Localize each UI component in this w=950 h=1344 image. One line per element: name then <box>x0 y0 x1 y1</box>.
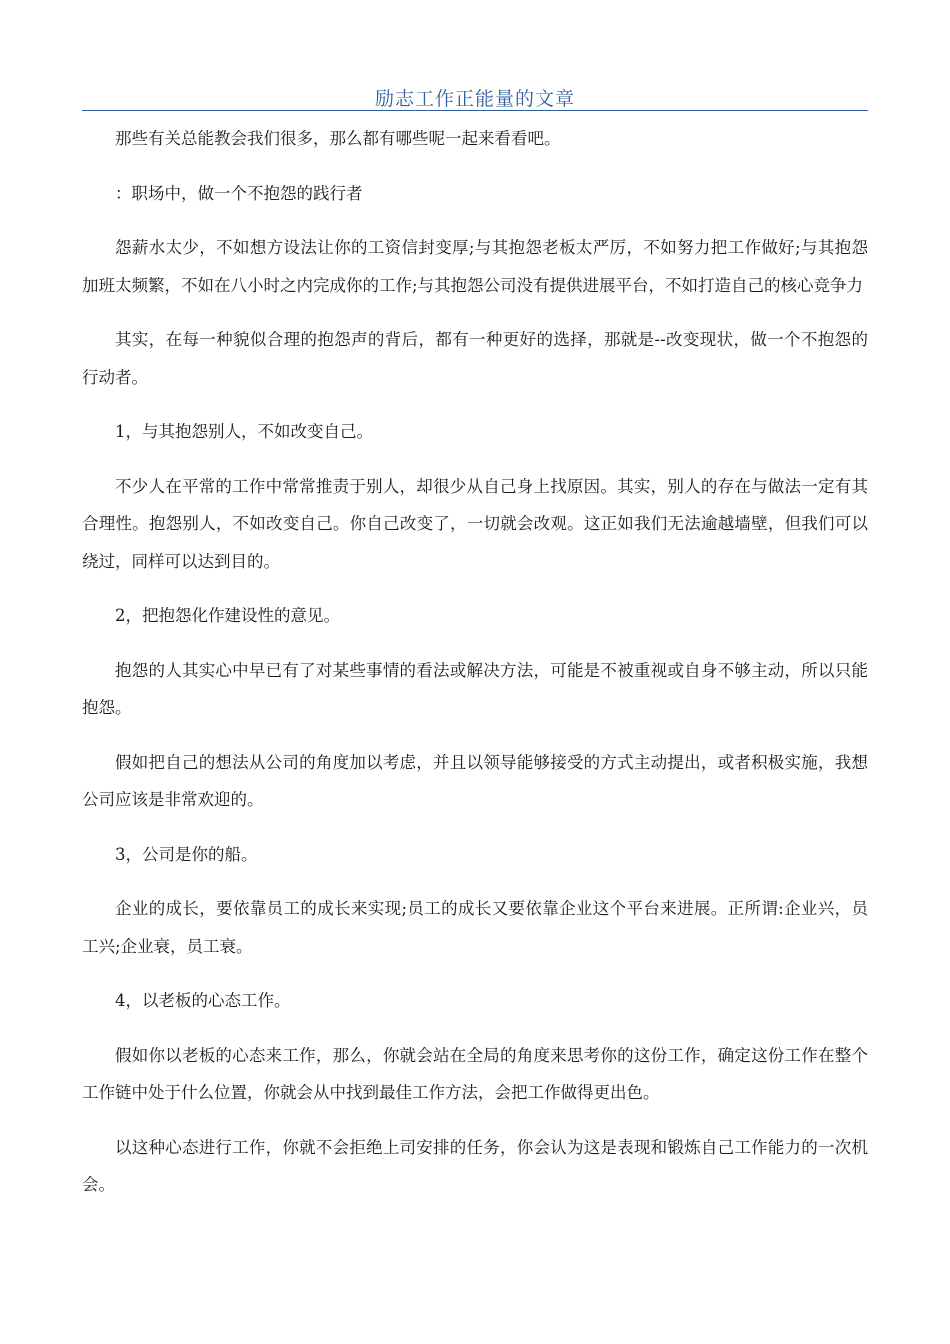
article-body <box>82 120 868 1221</box>
paragraph: 怨薪水太少，不如想方设法让你的工资信封变厚;与其抱怨老板太严厉，不如努力把工作做好;与其抱怨加班太频繁，不如在八小时之内完成你的工作;与其抱怨公司没有提供进展平台，不如打造自己的核心竞争力 <box>82 238 868 295</box>
paragraph-heading: ：职场中，做一个不抱怨的践行者 <box>115 183 363 203</box>
paragraph: 假如你以老板的心态来工作，那么，你就会站在全局的角度来思考你的这份工作，确定这份工作在整个工作链中处于什么位置，你就会从中找到最佳工作方法，会把工作做得更出色。 <box>82 1045 868 1102</box>
point-heading-1: 1，与其抱怨别人，不如改变自己。 <box>115 422 373 441</box>
paragraph: 企业的成长，要依靠员工的成长来实现;员工的成长又要依靠企业这个平台来进展。正所谓:企业兴，员工兴;企业衰，员工衰。 <box>82 899 868 956</box>
point-heading-4: 4，以老板的心态工作。 <box>115 991 291 1010</box>
paragraph: 抱怨的人其实心中早已有了对某些事情的看法或解决方法，可能是不被重视或自身不够主动，所以只能抱怨。 <box>82 660 868 717</box>
paragraph: 不少人在平常的工作中常常推责于别人，却很少从自己身上找原因。其实，别人的存在与做法一定有其合理性。抱怨别人，不如改变自己。你自己改变了，一切就会改观。这正如我们无法逾越墙壁，但我们可以绕过，同样可以达到目的。 <box>82 476 868 571</box>
paragraph: 以这种心态进行工作，你就不会拒绝上司安排的任务，你会认为这是表现和锻炼自己工作能力的一次机会。 <box>82 1137 868 1194</box>
point-heading-3: 3，公司是你的船。 <box>115 844 258 864</box>
paragraph: 其实，在每一种貌似合理的抱怨声的背后，都有一种更好的选择，那就是--改变现状，做一个不抱怨的行动者。 <box>82 330 868 387</box>
paragraph-intro: 那些有关总能教会我们很多，那么都有哪些呢一起来看看吧。 <box>115 129 561 148</box>
point-heading-2: 2，把抱怨化作建设性的意见。 <box>115 606 340 625</box>
page-header <box>82 80 868 111</box>
paragraph: 假如把自己的想法从公司的角度加以考虑，并且以领导能够接受的方式主动提出，或者积极实施，我想公司应该是非常欢迎的。 <box>82 752 868 809</box>
page-title: 励志工作正能量的文章 <box>374 88 575 110</box>
